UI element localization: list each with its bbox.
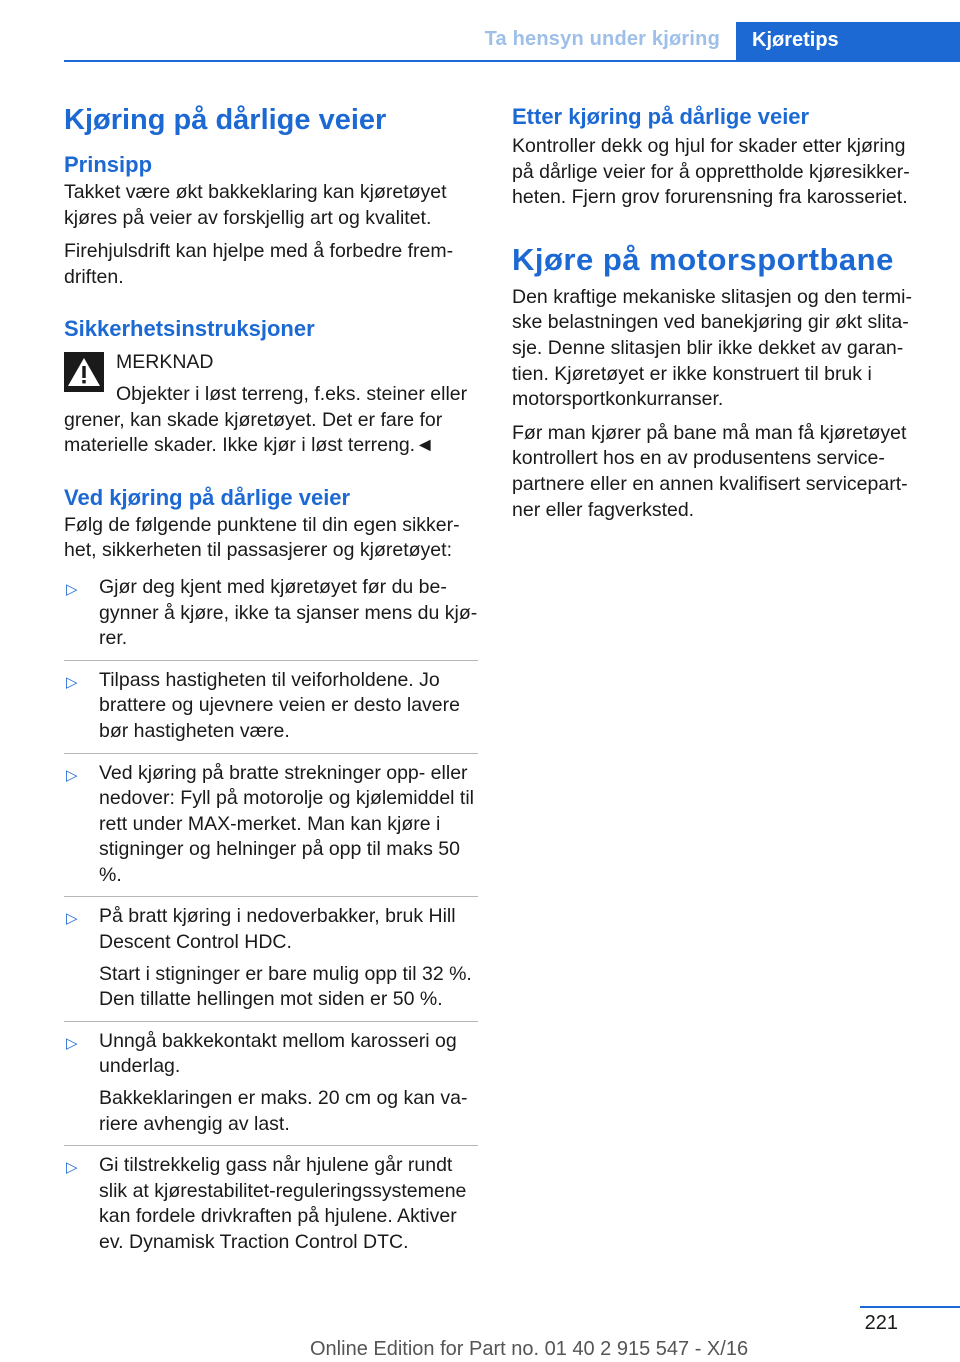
list-item bbox=[64, 568, 478, 661]
notice-text: grener, kan skade kjøretøyet. Det er fare for materielle skader. Ikke kjør i løst terreng.◄ bbox=[64, 408, 443, 457]
driving-bullet-list bbox=[64, 568, 478, 1264]
triangle-bullet-icon: ▷ bbox=[66, 1159, 78, 1177]
page-title: Kjøring på dårlige veier bbox=[64, 104, 387, 136]
list-item bbox=[64, 754, 478, 898]
warning-triangle-icon bbox=[64, 352, 104, 392]
track-paragraph-1: Den kraftige mekaniske slitasjen og den termiske belastningen ved banekjøring gir økt slitasje. Denne slitasjen blir ikke dekket av garantien. Kjøretøyet er ikke konstruert til bruk i motorsportkonkurranser. bbox=[512, 285, 912, 411]
triangle-bullet-icon: ▷ bbox=[66, 673, 78, 691]
list-item bbox=[64, 897, 478, 1021]
page-header bbox=[0, 0, 960, 62]
footer-rule bbox=[860, 1306, 960, 1308]
bullet-extra-text: Bakkeklaringen er maks. 20 cm og kan variere avhengig av last. bbox=[99, 1087, 468, 1135]
bullet-text: Gi tilstrekkelig gass når hjulene går rundt slik at kjørestabilitet-reguleringssystemene kan fordele drivkraften på hjulene. Aktiver ev. Dynamisk Traction Control DTC. bbox=[99, 1154, 467, 1253]
notice-text-first-line: Objekter i løst terreng, f.eks. steiner eller bbox=[116, 382, 468, 405]
bullet-extra-text: Start i stigninger er bare mulig opp til 32 %. Den tillatte hellingen mot siden er 50 %. bbox=[99, 962, 472, 1011]
track-paragraph-2: Før man kjører på bane må man få kjøretøyet kontrollert hos en av produsentens servicepartnere eller en annen kvalifisert servicepartner eller fagverksted. bbox=[512, 421, 908, 521]
list-item bbox=[64, 661, 478, 754]
section-tab[interactable]: Kjøretips bbox=[736, 22, 960, 62]
notice-label: MERKNAD bbox=[116, 351, 214, 374]
bullet-text: Unngå bakkekontakt mellom karosseri og underlag. bbox=[99, 1029, 457, 1078]
page-footer bbox=[0, 1290, 960, 1362]
page-number: 221 bbox=[864, 1312, 898, 1334]
safety-heading: Sikkerhetsinstruksjoner bbox=[64, 316, 315, 342]
triangle-bullet-icon: ▷ bbox=[66, 910, 78, 928]
bullet-text: Tilpass hastigheten til veiforholdene. Jo brattere og ujevnere veien er desto lavere bør hastigheten være. bbox=[99, 668, 460, 742]
principle-heading: Prinsipp bbox=[64, 152, 153, 177]
edition-text: Online Edition for Part no. 01 40 2 915 547 - X/16 bbox=[310, 1338, 749, 1360]
triangle-bullet-icon: ▷ bbox=[66, 580, 78, 598]
driving-intro: Følg de følgende punktene til din egen sikkerhet, sikkerheten til passasjerer og kjøretøyet: bbox=[64, 513, 460, 562]
triangle-bullet-icon: ▷ bbox=[66, 1034, 78, 1052]
bullet-text: Gjør deg kjent med kjøretøyet før du begynner å kjøre, ikke ta sjanser mens du kjører. bbox=[99, 575, 478, 650]
breadcrumb[interactable]: Ta hensyn under kjøring bbox=[484, 28, 720, 50]
principle-paragraph-2: Firehjulsdrift kan hjelpe med å forbedre fremdriften. bbox=[64, 240, 454, 288]
after-heading: Etter kjøring på dårlige veier bbox=[512, 104, 810, 129]
list-item bbox=[64, 1146, 478, 1263]
principle-paragraph-1: Takket være økt bakkeklaring kan kjøretøyet kjøres på veier av forskjellig art og kvalitet. bbox=[64, 181, 447, 229]
left-column bbox=[64, 100, 478, 1264]
triangle-bullet-icon: ▷ bbox=[66, 766, 78, 784]
bullet-text: Ved kjøring på bratte strekninger opp- eller nedover: Fyll på motorolje og kjølemiddel til rett under MAX-merket. Man kan kjøre i stigninger og helninger på opp til maks 50 %. bbox=[99, 761, 474, 886]
notice-block bbox=[64, 350, 478, 458]
header-rule bbox=[64, 60, 960, 62]
driving-heading: Ved kjøring på dårlige veier bbox=[64, 484, 351, 510]
track-title: Kjøre på motorsportbane bbox=[512, 241, 894, 277]
right-column bbox=[512, 100, 926, 523]
list-item bbox=[64, 1022, 478, 1146]
after-text: Kontroller dekk og hjul for skader etter kjøring på dårlige veier for å opprettholde kjøresikkerheten. Fjern grov forurensning fra karosseriet. bbox=[512, 135, 910, 209]
bullet-text: På bratt kjøring i nedoverbakker, bruk Hill Descent Control HDC. bbox=[99, 905, 456, 954]
